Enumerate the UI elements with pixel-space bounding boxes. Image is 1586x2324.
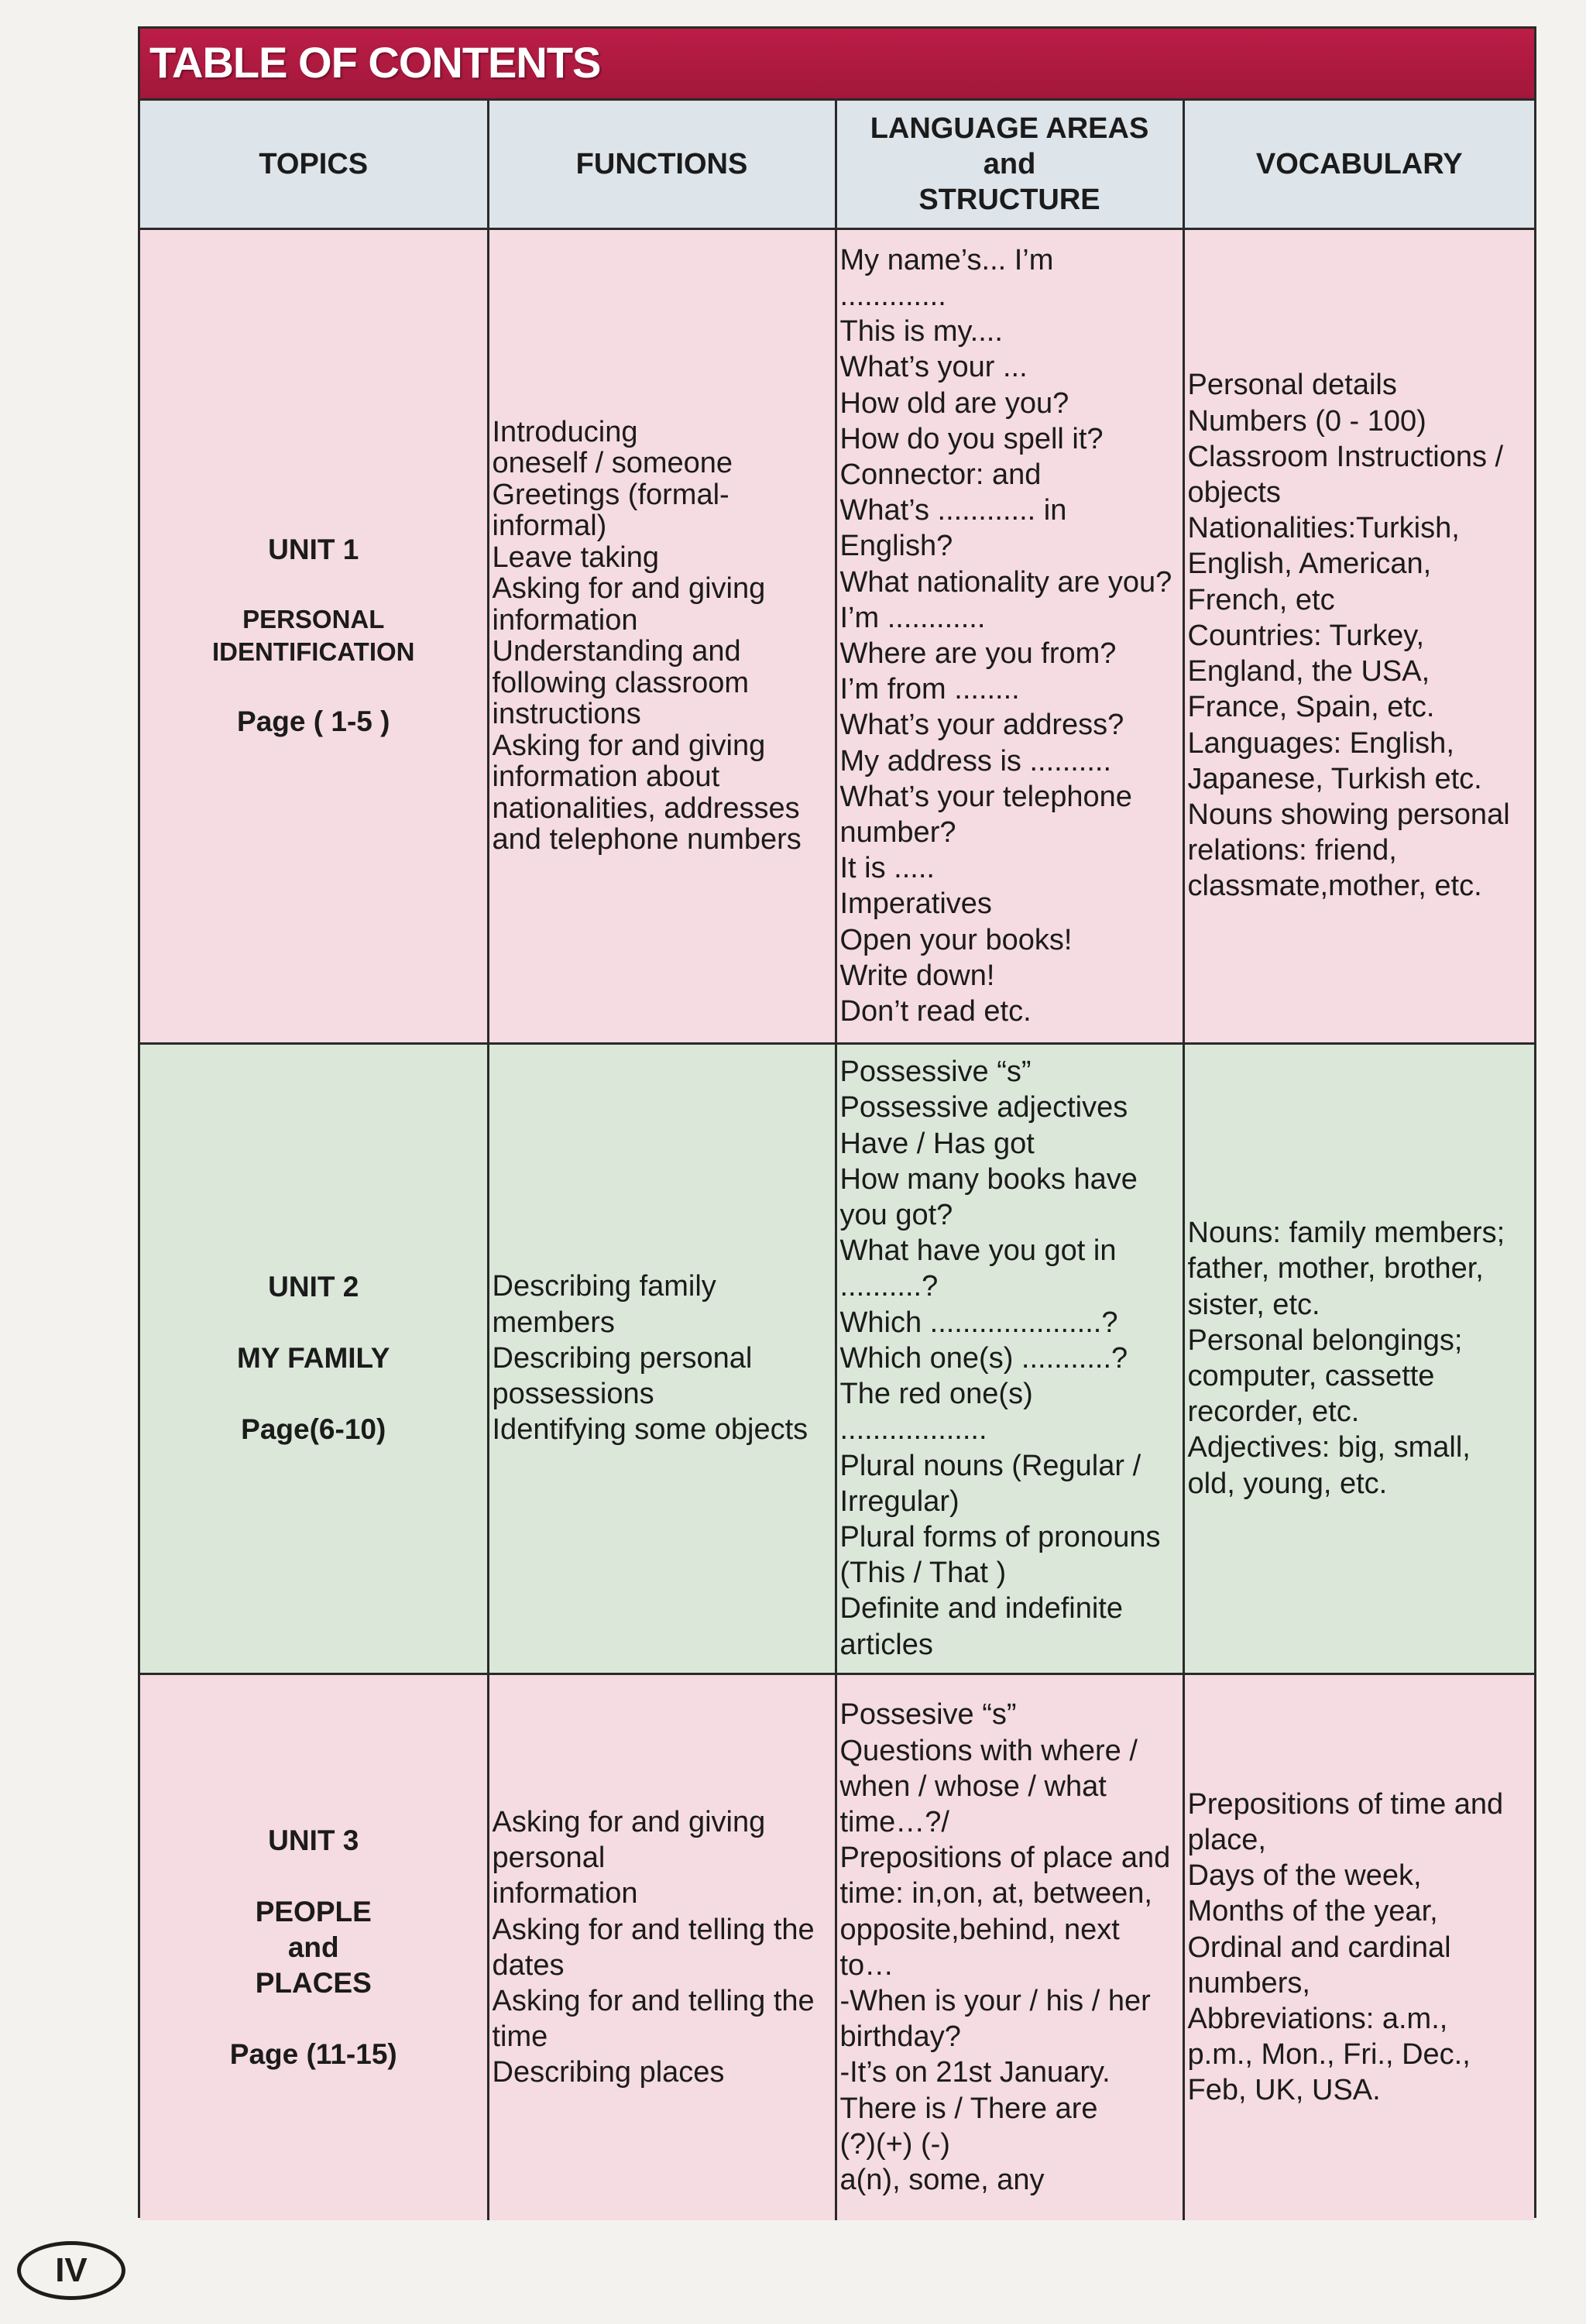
language-line: Where are you from? bbox=[839, 637, 1117, 670]
vocabulary-line: numbers, bbox=[1187, 1966, 1310, 2000]
language-line: What’s your address? bbox=[839, 709, 1124, 742]
vocabulary-line: England, the USA, bbox=[1187, 655, 1430, 688]
vocabulary-line: Months of the year, bbox=[1187, 1895, 1438, 1928]
vocabulary-line: Nationalities:Turkish, bbox=[1187, 512, 1460, 545]
unit-3-name-line2: and bbox=[287, 1931, 339, 1963]
vocabulary-line: Adjectives: big, small, bbox=[1187, 1431, 1471, 1464]
vocabulary-line: English, American, bbox=[1187, 548, 1432, 581]
page-title: TABLE OF CONTENTS bbox=[149, 38, 601, 87]
vocabulary-line: Countries: Turkey, bbox=[1187, 619, 1425, 652]
functions-line: informal) bbox=[492, 510, 607, 542]
unit-2-name-line1: MY FAMILY bbox=[237, 1342, 390, 1374]
unit-1-functions bbox=[488, 228, 836, 1043]
header-language bbox=[836, 101, 1183, 228]
language-line: How many books have bbox=[839, 1162, 1138, 1196]
vocabulary-line: Days of the week, bbox=[1187, 1859, 1422, 1893]
vocabulary-line: sister, etc. bbox=[1187, 1288, 1320, 1321]
vocabulary-line: Nouns: family members; bbox=[1187, 1217, 1505, 1250]
language-line: What’s ............ in bbox=[839, 494, 1067, 527]
vocabulary-line: French, etc bbox=[1187, 583, 1335, 616]
unit-3-vocabulary bbox=[1183, 1673, 1534, 2220]
functions-line: members bbox=[492, 1306, 615, 1339]
language-line: My name’s... I’m bbox=[839, 243, 1054, 276]
unit-2-functions bbox=[488, 1043, 836, 1673]
vocabulary-line: Nouns showing personal bbox=[1187, 798, 1510, 831]
vocabulary-line: Feb, UK, USA. bbox=[1187, 2074, 1381, 2107]
vocabulary-line: relations: friend, bbox=[1187, 834, 1397, 867]
language-line: Definite and indefinite bbox=[839, 1592, 1123, 1625]
language-line: Which .....................? bbox=[839, 1306, 1118, 1339]
table-of-contents bbox=[138, 26, 1536, 2218]
functions-line: Greetings (formal- bbox=[492, 478, 729, 511]
functions-line: Describing personal bbox=[492, 1341, 753, 1375]
language-line: a(n), some, any bbox=[839, 2163, 1045, 2196]
language-line: Possessive adjectives bbox=[839, 1091, 1128, 1124]
contents-table bbox=[140, 101, 1534, 2220]
vocabulary-line: France, Spain, etc. bbox=[1187, 691, 1435, 724]
vocabulary-line: p.m., Mon., Fri., Dec., bbox=[1187, 2038, 1471, 2072]
language-line: Imperatives bbox=[839, 887, 992, 921]
language-line: What nationality are you? bbox=[839, 565, 1172, 599]
language-line: .................. bbox=[839, 1413, 987, 1447]
language-line: opposite,behind, next bbox=[839, 1913, 1120, 1946]
language-line: number? bbox=[839, 816, 956, 850]
unit-row-1 bbox=[140, 228, 1534, 1043]
unit-1-name-line2: IDENTIFICATION bbox=[211, 637, 415, 666]
unit-1-language bbox=[836, 228, 1183, 1043]
vocabulary-line: classmate,mother, etc. bbox=[1187, 870, 1482, 903]
functions-line: following classroom bbox=[492, 666, 750, 699]
functions-line: time bbox=[492, 2020, 548, 2054]
page-number-badge: IV bbox=[17, 2241, 125, 2300]
functions-line: oneself / someone bbox=[492, 447, 733, 479]
vocabulary-line: father, mother, brother, bbox=[1187, 1252, 1484, 1286]
functions-line: Describing family bbox=[492, 1270, 716, 1303]
functions-line: information bbox=[492, 1877, 638, 1910]
vocabulary-line: place, bbox=[1187, 1824, 1266, 1857]
language-line: How old are you? bbox=[839, 386, 1069, 420]
unit-1-vocabulary bbox=[1183, 228, 1534, 1043]
functions-line: information about bbox=[492, 760, 720, 793]
language-line: I’m ............ bbox=[839, 601, 986, 634]
functions-line: Understanding and bbox=[492, 635, 741, 668]
language-line: when / whose / what bbox=[839, 1770, 1107, 1803]
unit-2-label: UNIT 2 bbox=[268, 1271, 359, 1303]
vocabulary-line: Abbreviations: a.m., bbox=[1187, 2003, 1448, 2036]
unit-1-name-line1: PERSONAL bbox=[242, 605, 385, 633]
header-topics: TOPICS bbox=[140, 101, 488, 228]
language-line: What have you got in bbox=[839, 1234, 1117, 1268]
functions-line: Describing places bbox=[492, 2056, 725, 2089]
language-line: Questions with where / bbox=[839, 1734, 1138, 1767]
functions-line: nationalities, addresses bbox=[492, 791, 800, 825]
header-language-line1: LANGUAGE AREAS bbox=[870, 112, 1149, 145]
unit-2-topic bbox=[140, 1043, 488, 1673]
functions-line: information bbox=[492, 603, 638, 637]
language-line: articles bbox=[839, 1628, 933, 1661]
unit-3-name-line3: PLACES bbox=[255, 1966, 372, 1999]
unit-row-3 bbox=[140, 1673, 1534, 2220]
language-line: Possessive “s” bbox=[839, 1056, 1032, 1089]
language-line: (This / That ) bbox=[839, 1557, 1007, 1590]
unit-2-vocabulary bbox=[1183, 1043, 1534, 1673]
language-line: ..........? bbox=[839, 1270, 939, 1303]
title-bar bbox=[140, 29, 1534, 101]
vocabulary-line: Japanese, Turkish etc. bbox=[1187, 762, 1482, 795]
language-line: My address is .......... bbox=[839, 744, 1112, 778]
language-line: Write down! bbox=[839, 959, 995, 992]
header-row bbox=[140, 101, 1534, 228]
functions-line: personal bbox=[492, 1842, 606, 1875]
unit-1-label: UNIT 1 bbox=[268, 534, 359, 565]
language-line: The red one(s) bbox=[839, 1378, 1033, 1411]
language-line: time…?/ bbox=[839, 1805, 949, 1838]
language-line: -It’s on 21st January. bbox=[839, 2056, 1111, 2089]
header-vocabulary: VOCABULARY bbox=[1183, 101, 1534, 228]
language-line: ............. bbox=[839, 279, 946, 312]
unit-3-label: UNIT 3 bbox=[268, 1824, 359, 1856]
functions-line: Asking for and telling the bbox=[492, 1984, 815, 2017]
functions-line: Asking for and telling the bbox=[492, 1913, 815, 1946]
vocabulary-line: computer, cassette bbox=[1187, 1360, 1435, 1392]
vocabulary-line: Languages: English, bbox=[1187, 726, 1454, 760]
unit-3-page: Page (11-15) bbox=[229, 2037, 397, 2070]
language-line: What’s your ... bbox=[839, 351, 1028, 384]
functions-line: Asking for and giving bbox=[492, 572, 766, 605]
unit-3-name-line1: PEOPLE bbox=[255, 1895, 372, 1928]
language-line: What’s your telephone bbox=[839, 780, 1132, 813]
unit-2-language bbox=[836, 1043, 1183, 1673]
unit-3-language bbox=[836, 1673, 1183, 2220]
vocabulary-line: Numbers (0 - 100) bbox=[1187, 404, 1426, 438]
language-line: you got? bbox=[839, 1199, 953, 1232]
language-line: It is ..... bbox=[839, 852, 935, 885]
language-line: Plural forms of pronouns bbox=[839, 1520, 1161, 1553]
language-line: Possesive “s” bbox=[839, 1698, 1017, 1732]
unit-1-page: Page ( 1-5 ) bbox=[237, 705, 390, 737]
vocabulary-line: Classroom Instructions / bbox=[1187, 440, 1504, 473]
functions-line: Asking for and giving bbox=[492, 1805, 766, 1838]
functions-line: Leave taking bbox=[492, 541, 659, 574]
vocabulary-line: Personal details bbox=[1187, 369, 1397, 402]
language-line: Have / Has got bbox=[839, 1127, 1035, 1160]
vocabulary-line: Ordinal and cardinal bbox=[1187, 1931, 1451, 1964]
language-line: to… bbox=[839, 1948, 894, 1982]
header-language-line2: and bbox=[983, 147, 1036, 180]
language-line: How do you spell it? bbox=[839, 422, 1104, 455]
language-line: English? bbox=[839, 530, 953, 563]
vocabulary-line: Prepositions of time and bbox=[1187, 1787, 1504, 1821]
unit-1-topic bbox=[140, 228, 488, 1043]
header-functions: FUNCTIONS bbox=[488, 101, 836, 228]
language-line: This is my.... bbox=[839, 315, 1003, 348]
functions-line: Asking for and giving bbox=[492, 729, 766, 762]
language-line: -When is your / his / her bbox=[839, 1984, 1151, 2017]
vocabulary-line: objects bbox=[1187, 476, 1281, 510]
functions-line: dates bbox=[492, 1948, 565, 1982]
header-language-line3: STRUCTURE bbox=[918, 183, 1100, 216]
functions-line: and telephone numbers bbox=[492, 823, 802, 856]
language-line: Irregular) bbox=[839, 1485, 959, 1518]
unit-3-functions bbox=[488, 1673, 836, 2220]
language-line: Plural nouns (Regular / bbox=[839, 1449, 1141, 1482]
language-line: Prepositions of place and bbox=[839, 1842, 1171, 1875]
language-line: Which one(s) ...........? bbox=[839, 1341, 1128, 1375]
unit-2-page: Page(6-10) bbox=[241, 1413, 386, 1445]
functions-line: instructions bbox=[492, 698, 641, 730]
language-line: birthday? bbox=[839, 2020, 961, 2054]
language-line: Connector: and bbox=[839, 458, 1042, 491]
language-line: I’m from ........ bbox=[839, 673, 1020, 706]
language-line: Open your books! bbox=[839, 923, 1073, 956]
language-line: There is / There are bbox=[839, 2092, 1098, 2125]
vocabulary-line: recorder, etc. bbox=[1187, 1395, 1360, 1429]
language-line: (?)(+) (-) bbox=[839, 2127, 950, 2161]
language-line: Don’t read etc. bbox=[839, 995, 1032, 1028]
unit-3-topic bbox=[140, 1673, 488, 2220]
functions-line: Introducing bbox=[492, 415, 638, 448]
vocabulary-line: Personal belongings; bbox=[1187, 1323, 1463, 1357]
vocabulary-line: old, young, etc. bbox=[1187, 1467, 1388, 1500]
language-line: time: in,on, at, between, bbox=[839, 1877, 1152, 1910]
functions-line: Identifying some objects bbox=[492, 1413, 808, 1447]
unit-row-2 bbox=[140, 1043, 1534, 1673]
functions-line: possessions bbox=[492, 1378, 654, 1411]
